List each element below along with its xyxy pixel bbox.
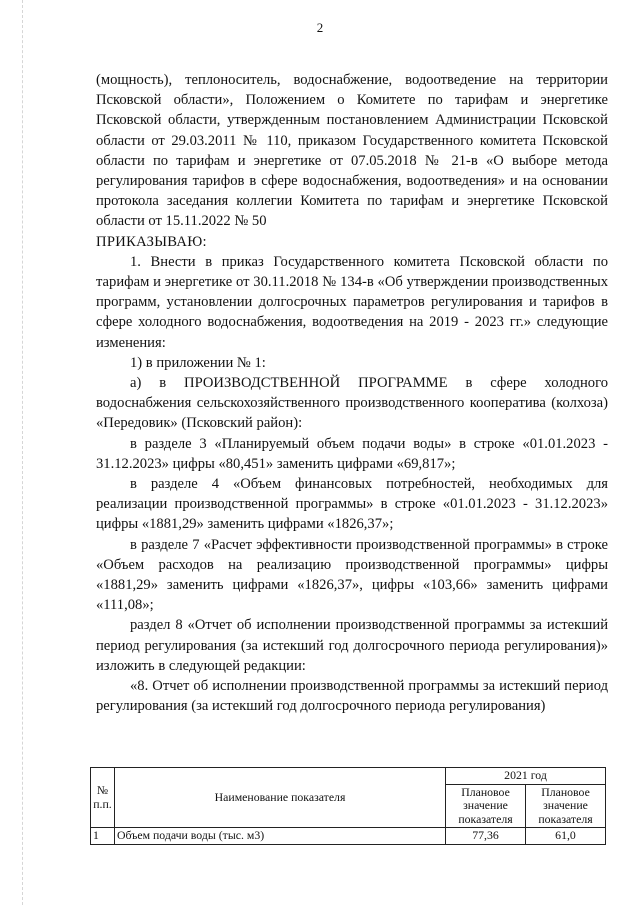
paragraph-intro: (мощность), теплоноситель, водоснабжение, водоотведение на территории Псковской области», Положением о Комитете по тарифам и энергетике Псковской области, утвержденным постановлением Администрации Псковской области от 29.03.2011 № 110, приказом Государственного комитета Псковской области по тарифам и энергетике от 07.05.2018 № 21-в «О выборе метода регулирования тарифов в сфере водоснабжения, водоотведения» и на основании протокола заседания коллегии Комитета по тарифам и энергетике Псковской области от 15.11.2022 № 50	[96, 72, 608, 230]
header-planned-value: Плановое значение показателя	[446, 784, 526, 828]
paragraph-section-4: в разделе 4 «Объем финансовых потребностей, необходимых для реализации производственной программы» в строке «01.01.2023 - 31.12.2023» цифры «1881,29» заменить цифрами «1826,37»;	[96, 476, 608, 533]
table-row	[91, 828, 606, 845]
paragraph-appendix-1: 1) в приложении № 1:	[130, 354, 266, 371]
table-header-row	[91, 768, 606, 785]
page-number: 2	[316, 20, 324, 35]
cell-actual-value: 61,0	[526, 828, 606, 845]
header-year: 2021 год	[446, 768, 606, 785]
cell-planned-value: 77,36	[446, 828, 526, 845]
header-actual-value: Плановое значение показателя	[526, 784, 606, 828]
report-table	[90, 767, 606, 845]
order-heading: ПРИКАЗЫВАЮ:	[96, 233, 207, 250]
document-body	[96, 70, 608, 717]
paragraph-section-8: раздел 8 «Отчет об исполнении производственной программы за истекший период регулирования (за истекший год долгосрочного периода регулирования)» изложить в следующей редакции:	[96, 617, 608, 674]
margin-guide	[22, 0, 24, 905]
header-indicator-name: Наименование показателя	[115, 768, 446, 828]
header-number: № п.п.	[91, 768, 115, 828]
paragraph-report-title: «8. Отчет об исполнении производственной программы за истекший период регулирования (за истекший год долгосрочного периода регулирования)	[96, 678, 608, 715]
paragraph-section-7: в разделе 7 «Расчет эффективности производственной программы» в строке «Объем расходов на реализацию производственной программы» цифры «1881,29» заменить цифрами «1826,37», цифры «103,66» заменить цифрами «111,08»;	[96, 536, 608, 614]
paragraph-item-1: 1. Внести в приказ Государственного комитета Псковской области по тарифам и энергетике от 30.11.2018 № 134-в «Об утверждении производственных программ, установлении долгосрочных параметров регулирования и тарифов в сфере холодного водоснабжения, водоотведения на 2019 - 2023 гг.» следующие изменения:	[96, 253, 608, 351]
cell-number: 1	[91, 828, 115, 845]
cell-indicator-name: Объем подачи воды (тыс. м3)	[115, 828, 446, 845]
paragraph-program: а) в ПРОИЗВОДСТВЕННОЙ ПРОГРАММЕ в сфере холодного водоснабжения сельскохозяйственного производственного кооператива (колхоза) «Передовик» (Псковский район):	[96, 375, 608, 432]
paragraph-section-3: в разделе 3 «Планируемый объем подачи воды» в строке «01.01.2023 - 31.12.2023» цифры «80,451» заменить цифрами «69,817»;	[96, 435, 608, 472]
